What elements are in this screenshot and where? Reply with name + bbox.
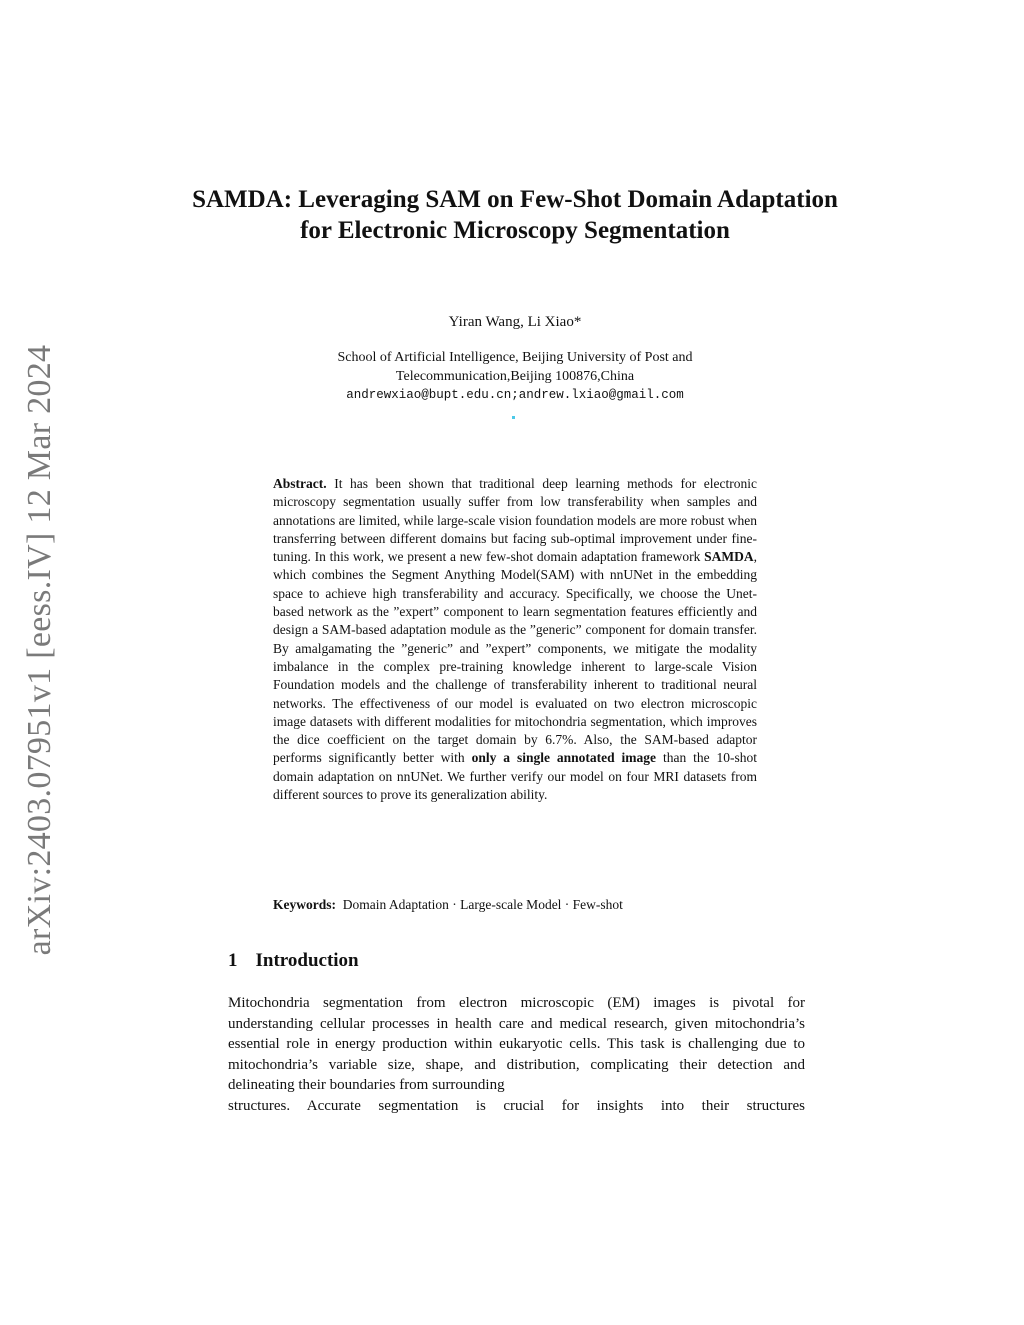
affiliation-line-1: School of Artificial Intelligence, Beijing University of Post and [337,350,693,365]
abstract-text-2: , which combines the Segment Anything Model(SAM) with nnUNet in the embedding space to achieve high transferability and accuracy. Specifically, we choose the Unet-based network as the ”expert” component to learn segmentation features efficiently and design a SAM-based adaptation module as the ”generic” component for domain transfer. By amalgamating the ”generic” and ”expert” components, we mitigate the modality imbalance in the complex pre-training knowledge inherent to large-scale Vision Foundation models and the challenge of transferability inherent to traditional neural networks. The effectiveness of our model is evaluated on two electron microscopic image datasets with different modalities for mitochondria segmentation, which improves the dice coefficient on the target domain by 6.7%. Also, the SAM-based adaptor performs significantly better with [273,549,757,766]
abstract-bold-single-image: only a single annotated image [471,750,657,766]
introduction-paragraph-last-line: structures. Accurate segmentation is crucial for insights into their structures [228,1098,805,1114]
abstract-bold-samda: SAMDA [704,549,754,565]
abstract-label: Abstract. [273,476,327,491]
section-title: Introduction [255,950,359,971]
paper-title: SAMDA: Leveraging SAM on Few-Shot Domain Adaptation for Electronic Microscopy Segmentation [192,186,838,244]
abstract-text-1: It has been shown that traditional deep learning methods for electronic microscopy segmentation usually suffer from low transferability when samples and annotations are limited, while large-scale vision foundation models are more robust when transferring between different domains but facing sub-optimal improvement under fine-tuning. In this work, we present a new few-shot domain adaptation framework [273,476,758,565]
arxiv-identifier: arXiv:2403.07951v1 [eess.IV] 12 Mar 2024 [21,344,58,956]
introduction-paragraph: Mitochondria segmentation from electron microscopic (EM) images is pivotal for understanding cellular processes in health care and medical research, given mitochondria’s essential role in energy production within eukaryotic cells. This task is challenging due to mitochondria’s variable size, shape, and distribution, complicating their detection and delineating their boundaries from surrounding [228,995,805,1094]
section-number: 1 [228,950,238,971]
affiliation [180,348,850,405]
keywords [273,897,757,913]
affiliation-line-2: Telecommunication,Beijing 100876,China [395,369,635,384]
section-heading-introduction [228,950,359,972]
decorative-dot [512,416,515,419]
authors: Yiran Wang, Li Xiao* [448,314,582,330]
abstract [273,475,757,804]
keywords-text: Domain Adaptation · Large-scale Model · Few-shot [342,897,623,912]
keywords-label: Keywords: [273,897,336,912]
abstract-text-3: than the 10-shot domain adaptation on nnUNet. We further verify our model on four MRI datasets from different sources to prove its generalization ability. [273,750,758,803]
author-emails: andrewxiao@bupt.edu.cn;andrew.lxiao@gmail.com [346,388,684,402]
